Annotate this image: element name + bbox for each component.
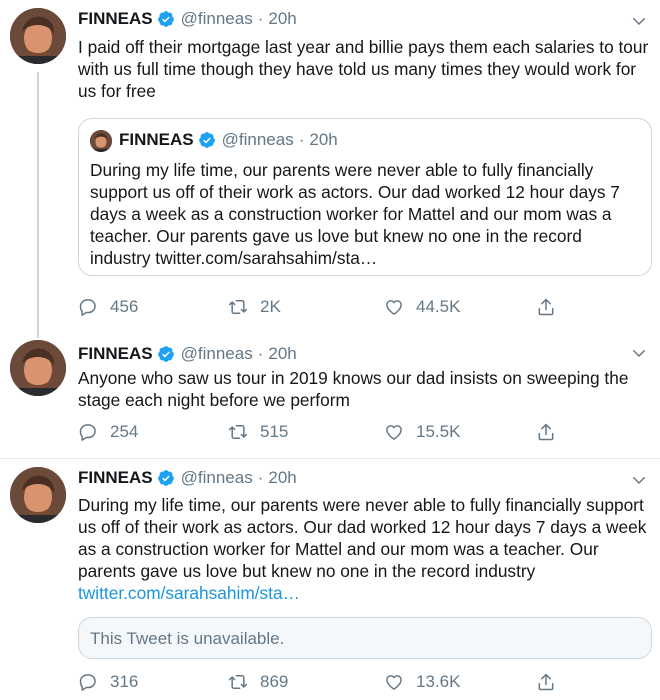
chevron-down-icon[interactable] <box>630 344 648 362</box>
reply-icon <box>78 297 98 317</box>
share-icon <box>536 672 556 692</box>
verified-badge-icon <box>157 10 175 28</box>
avatar[interactable] <box>10 8 66 64</box>
like-button[interactable] <box>384 422 460 442</box>
share-icon <box>536 422 556 442</box>
reply-button[interactable] <box>78 297 138 317</box>
separator: · <box>257 9 264 28</box>
reply-button[interactable] <box>78 422 138 442</box>
like-button[interactable] <box>384 297 460 317</box>
timestamp[interactable]: 20h <box>268 9 297 28</box>
separator: · <box>257 344 264 363</box>
like-heart-icon <box>384 672 404 692</box>
like-count: 44.5K <box>416 297 461 316</box>
chevron-down-icon[interactable] <box>630 12 648 30</box>
reply-icon <box>78 672 98 692</box>
display-name[interactable]: FINNEAS <box>78 9 153 28</box>
tweet-text: I paid off their mortgage last year and billie pays them each salaries to tour with us full time though they have told us many times they would work for us for free <box>78 37 649 101</box>
tweet-header <box>78 9 297 29</box>
retweet-button[interactable] <box>228 672 288 692</box>
verified-badge-icon <box>157 345 175 363</box>
timestamp[interactable]: 20h <box>268 468 297 487</box>
retweet-count: 515 <box>260 422 289 441</box>
action-bar <box>78 672 578 696</box>
tweet-3[interactable] <box>0 459 660 700</box>
retweet-count: 869 <box>260 672 289 691</box>
share-button[interactable] <box>536 672 568 692</box>
retweet-icon <box>228 297 248 317</box>
quoted-display-name: FINNEAS <box>119 130 194 149</box>
timestamp[interactable]: 20h <box>268 344 297 363</box>
like-heart-icon <box>384 297 404 317</box>
avatar[interactable] <box>10 467 66 523</box>
share-button[interactable] <box>536 297 568 317</box>
tweet-2[interactable] <box>0 336 660 456</box>
display-name[interactable]: FINNEAS <box>78 468 153 487</box>
quoted-tweet[interactable] <box>78 118 652 276</box>
quoted-handle: @finneas <box>221 130 294 149</box>
separator: · <box>257 468 264 487</box>
action-bar <box>78 422 578 446</box>
reply-count: 316 <box>110 672 139 691</box>
share-button[interactable] <box>536 422 568 442</box>
share-icon <box>536 297 556 317</box>
retweet-button[interactable] <box>228 422 288 442</box>
handle[interactable]: @finneas <box>180 468 253 487</box>
retweet-button[interactable] <box>228 297 281 317</box>
display-name[interactable]: FINNEAS <box>78 344 153 363</box>
tweet-header <box>78 468 297 488</box>
quoted-header <box>119 130 338 150</box>
retweet-icon <box>228 672 248 692</box>
action-bar <box>78 297 578 321</box>
reply-button[interactable] <box>78 672 138 692</box>
handle[interactable]: @finneas <box>180 344 253 363</box>
tweet-1[interactable] <box>0 0 660 340</box>
reply-count: 456 <box>110 297 139 316</box>
tweet-text: Anyone who saw us tour in 2019 knows our dad insists on sweeping the stage each night before we perform <box>78 368 629 410</box>
like-heart-icon <box>384 422 404 442</box>
chevron-down-icon[interactable] <box>630 471 648 489</box>
like-count: 15.5K <box>416 422 461 441</box>
verified-badge-icon <box>198 131 216 149</box>
quoted-timestamp: 20h <box>309 130 338 149</box>
quoted-text: During my life time, our parents were never able to fully financially support us off of their work as actors. Our dad worked 12 hour days 7 days a week as a construction worker for Mattel and our mom was a teacher. Our parents gave us love but knew no one in the record industry twitter.com/sarahsahim/sta… <box>90 160 620 268</box>
tweet-text <box>78 494 654 604</box>
like-button[interactable] <box>384 672 460 692</box>
reply-count: 254 <box>110 422 139 441</box>
unavailable-tweet-card: This Tweet is unavailable. <box>78 617 652 659</box>
like-count: 13.6K <box>416 672 461 691</box>
quoted-avatar <box>90 130 112 152</box>
verified-badge-icon <box>157 469 175 487</box>
separator: · <box>298 130 305 149</box>
reply-icon <box>78 422 98 442</box>
handle[interactable]: @finneas <box>180 9 253 28</box>
tweet-header <box>78 344 297 364</box>
tweet-body: During my life time, our parents were never able to fully financially support us off of their work as actors. Our dad worked 12 hour days 7 days a week as a construction worker for Mattel and our mom was a teacher. Our parents gave us love but knew no one in the record industry <box>78 495 647 581</box>
retweet-count: 2K <box>260 297 281 316</box>
retweet-icon <box>228 422 248 442</box>
avatar[interactable] <box>10 340 66 396</box>
tweet-link[interactable]: twitter.com/sarahsahim/sta… <box>78 583 300 603</box>
